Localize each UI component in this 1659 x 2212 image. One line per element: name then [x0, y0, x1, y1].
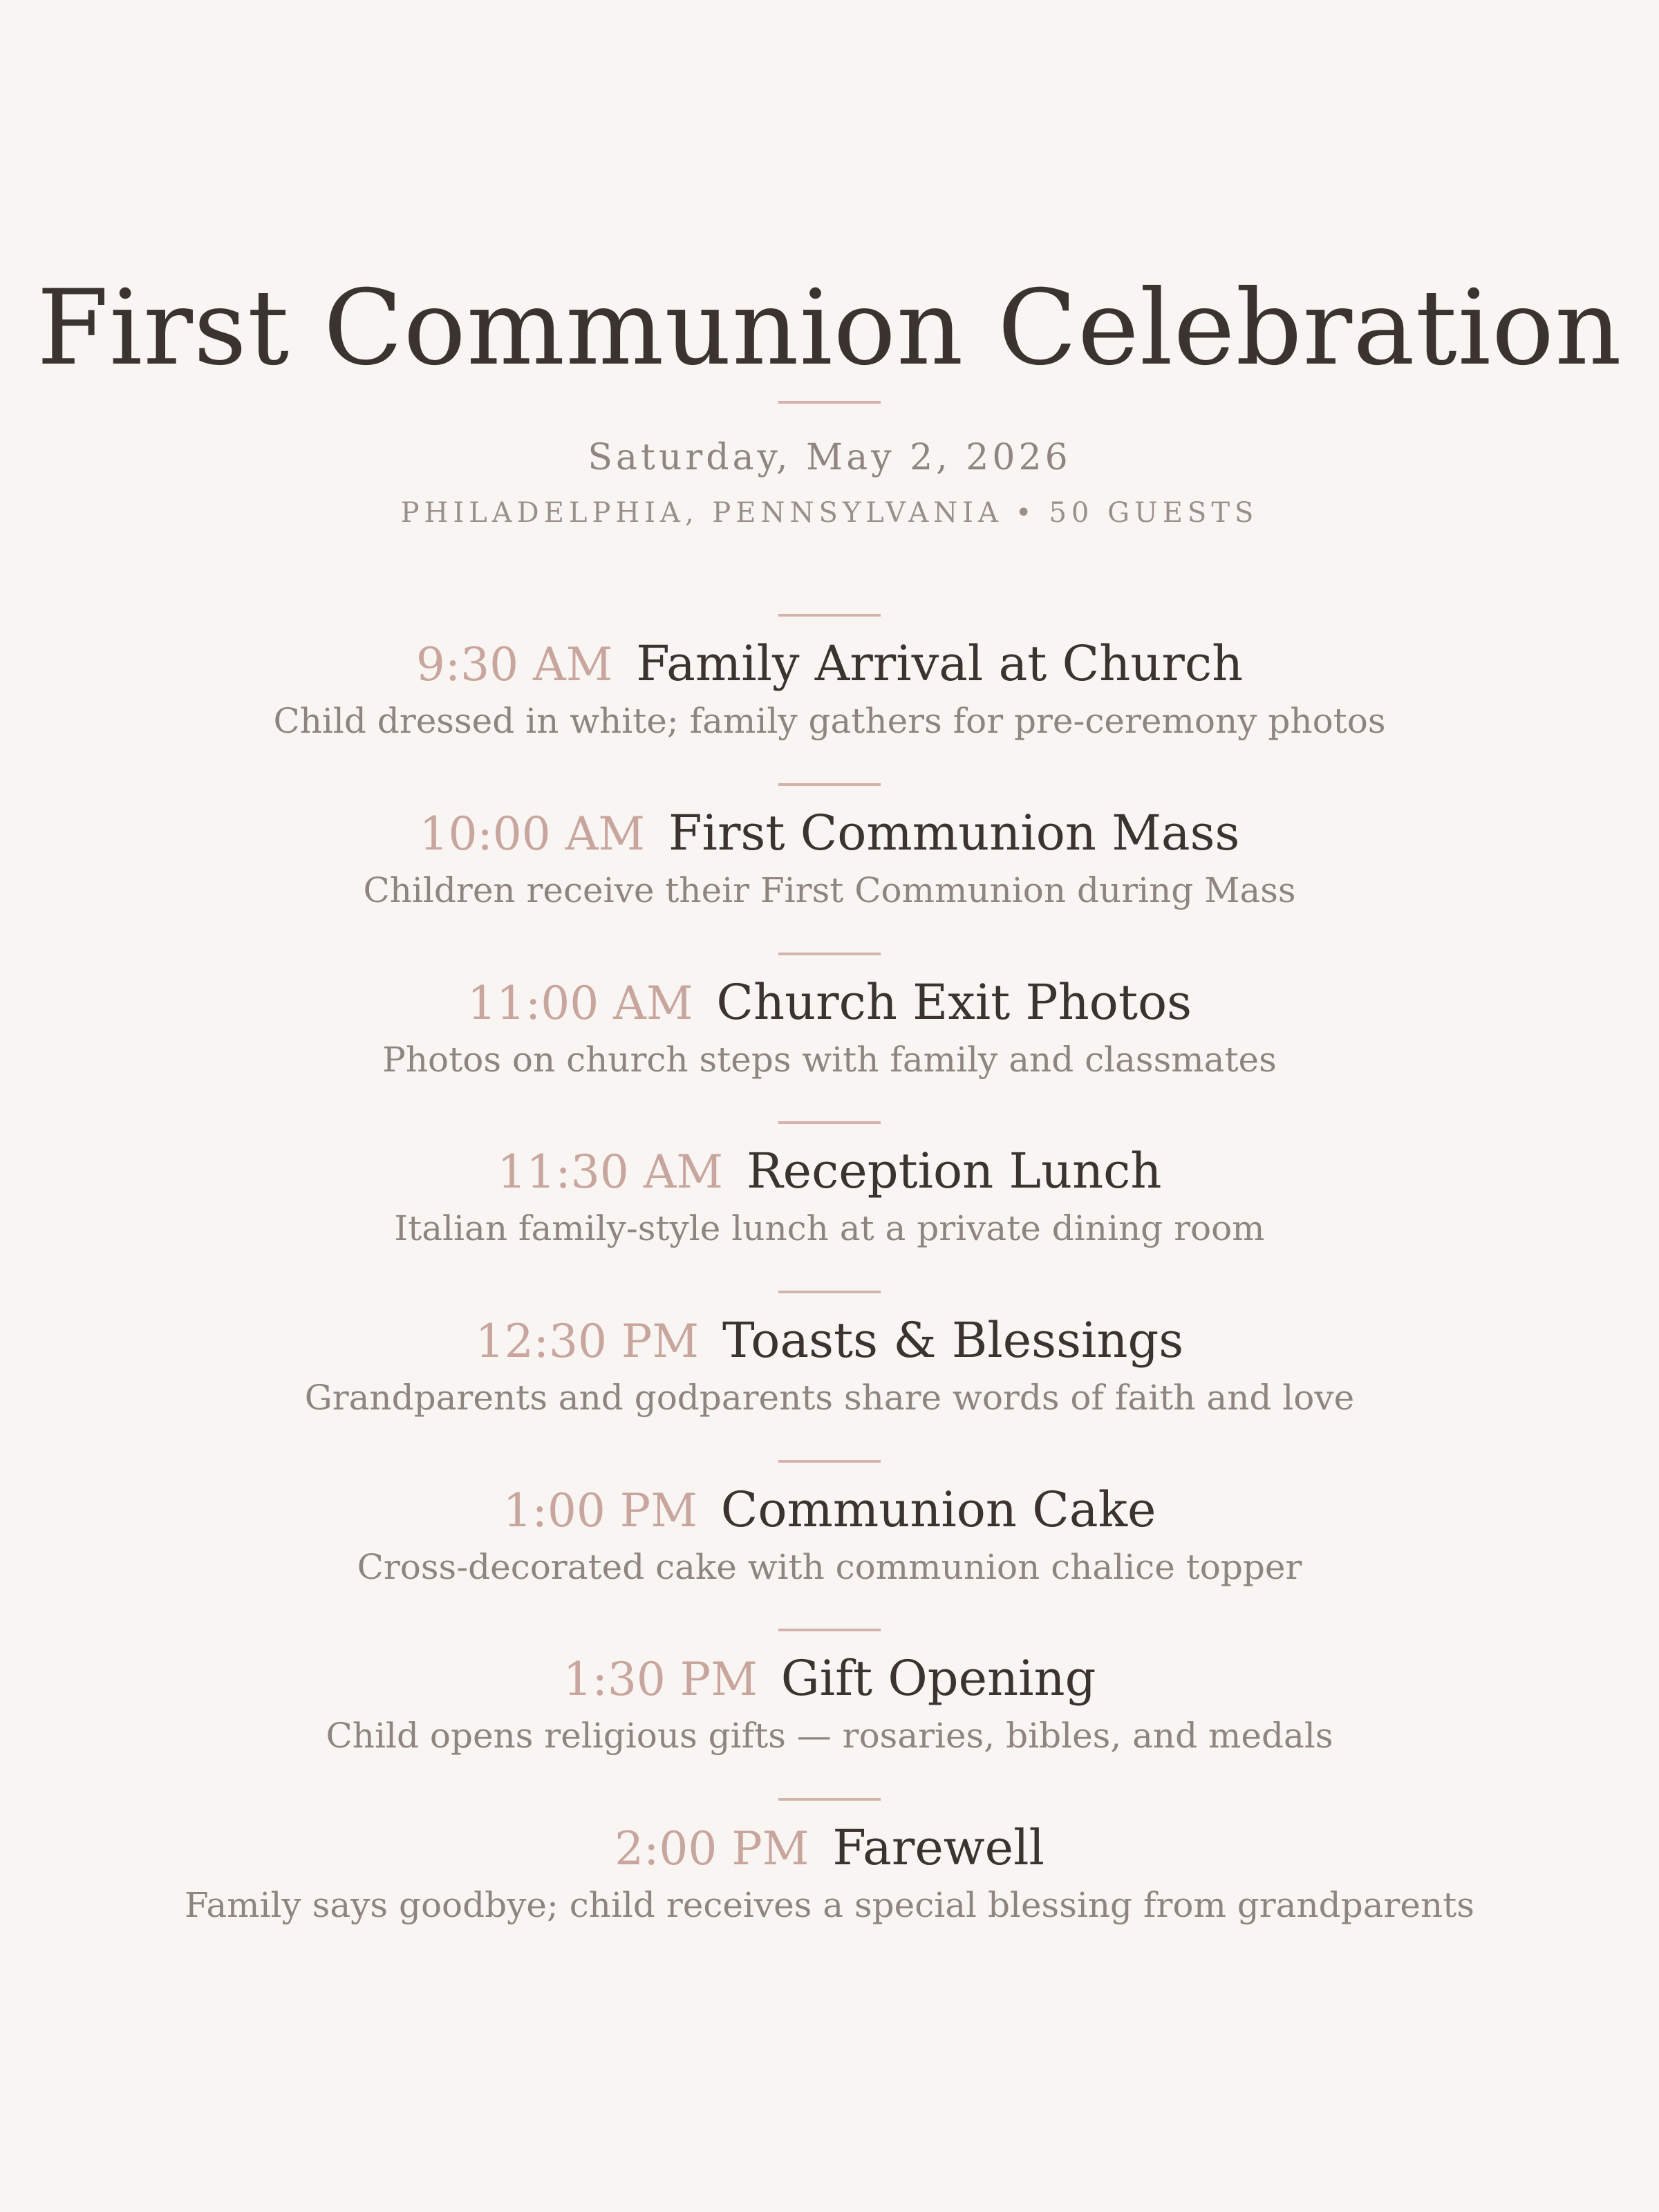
- item-time: 1:30 PM: [563, 1653, 758, 1706]
- schedule-item: [0, 614, 1659, 783]
- item-title: Gift Opening: [780, 1650, 1096, 1707]
- schedule-item: [0, 1121, 1659, 1291]
- schedule-item: [0, 953, 1659, 1122]
- item-description: Cross-decorated cake with communion chalice topper: [357, 1547, 1302, 1587]
- item-title: Church Exit Photos: [716, 974, 1192, 1031]
- item-divider: [778, 1629, 881, 1631]
- item-description: Grandparents and godparents share words of faith and love: [304, 1378, 1355, 1418]
- item-title: First Communion Mass: [668, 805, 1240, 861]
- item-time: 9:30 AM: [415, 638, 613, 691]
- item-description: Family says goodbye; child receives a special blessing from grandparents: [185, 1885, 1474, 1925]
- item-description: Child opens religious gifts — rosaries, bibles, and medals: [326, 1716, 1333, 1756]
- item-divider: [778, 1798, 881, 1801]
- item-divider: [778, 953, 881, 955]
- item-time: 12:30 PM: [475, 1315, 699, 1368]
- schedule-item: [0, 1460, 1659, 1629]
- title-divider: [778, 401, 881, 404]
- item-divider: [778, 783, 881, 786]
- item-description: Child dressed in white; family gathers for pre-ceremony photos: [273, 701, 1386, 741]
- item-title: Toasts & Blessings: [722, 1312, 1184, 1369]
- item-time: 10:00 AM: [419, 807, 645, 861]
- guest-count: 50 GUESTS: [1049, 497, 1259, 529]
- item-description: Italian family-style lunch at a private dining room: [394, 1208, 1265, 1248]
- item-title: Family Arrival at Church: [636, 635, 1244, 692]
- item-title: Communion Cake: [720, 1481, 1156, 1538]
- item-title: Farewell: [832, 1819, 1044, 1876]
- item-divider: [778, 1460, 881, 1463]
- item-divider: [778, 1121, 881, 1124]
- item-time: 1:00 PM: [503, 1484, 697, 1537]
- separator-dot: •: [1015, 497, 1037, 529]
- item-time: 2:00 PM: [615, 1822, 809, 1875]
- item-time: 11:30 AM: [497, 1145, 723, 1199]
- item-description: Photos on church steps with family and classmates: [382, 1040, 1277, 1080]
- item-time: 11:00 AM: [467, 977, 693, 1030]
- schedule-item: [0, 1629, 1659, 1798]
- page-title: First Communion Celebration: [37, 268, 1622, 388]
- item-title: Reception Lunch: [746, 1143, 1162, 1199]
- schedule-item: [0, 1798, 1659, 1967]
- item-divider: [778, 614, 881, 617]
- event-location-line: [0, 494, 1659, 532]
- item-description: Children receive their First Communion during Mass: [363, 870, 1296, 910]
- event-date: Saturday, May 2, 2026: [588, 437, 1071, 478]
- schedule-item: [0, 783, 1659, 953]
- event-location: PHILADELPHIA, PENNSYLVANIA: [400, 497, 1003, 529]
- schedule-item: [0, 1291, 1659, 1460]
- item-divider: [778, 1291, 881, 1293]
